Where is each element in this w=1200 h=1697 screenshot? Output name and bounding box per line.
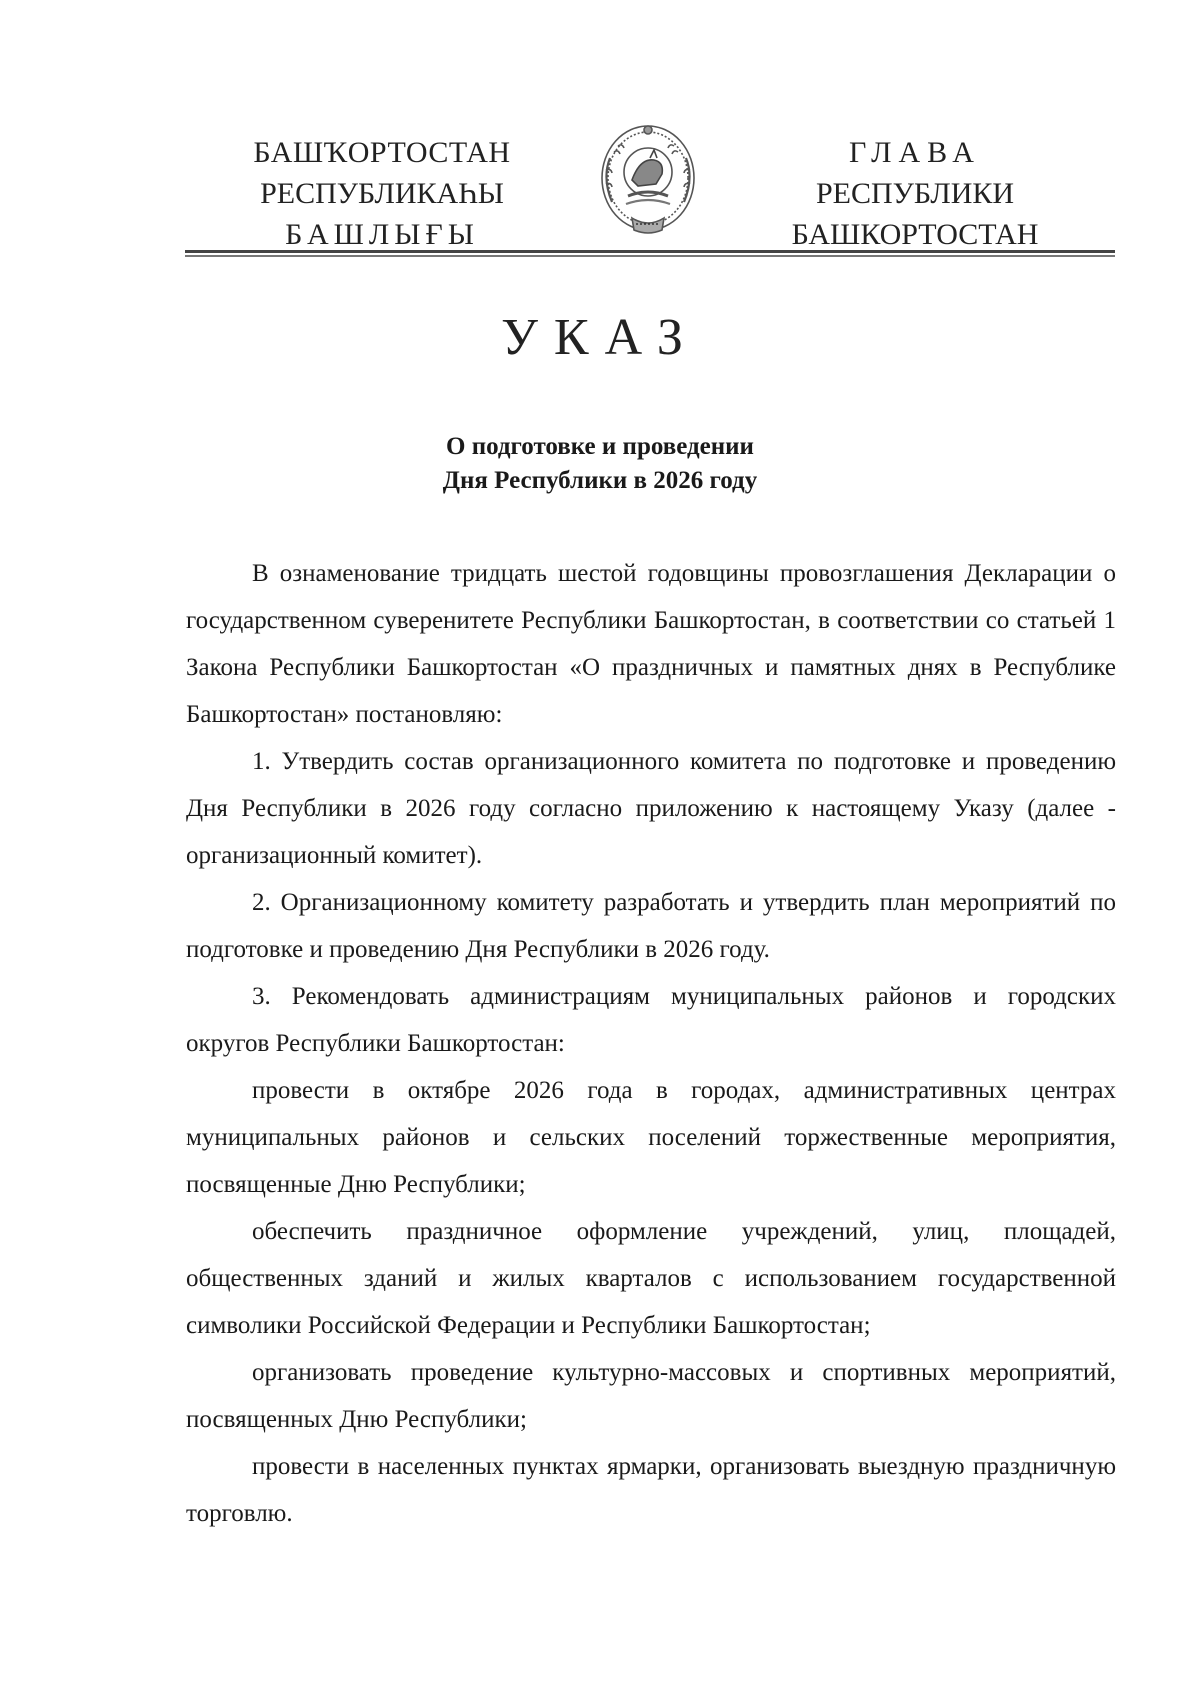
header-bashkir [232, 132, 532, 255]
header-russian-line-3: БАШКОРТОСТАН [791, 218, 1039, 251]
paragraph-item-3: 3. Рекомендовать администрациям муниципальных районов и городских округов Республики Башкортостан: [186, 983, 1116, 1057]
paragraph-subitem-2: обеспечить праздничное оформление учреждений, улиц, площадей, общественных зданий и жилых кварталов с использованием государственной символики Российской Федерации и Республики Башкортостан; [186, 1218, 1116, 1339]
header-bashkir-line-3: БАШЛЫҒЫ [285, 218, 479, 251]
subtitle-line-1: О подготовке и проведении [446, 433, 754, 460]
header-russian-line-2: РЕСПУБЛИКИ [815, 177, 1015, 210]
document-body [186, 550, 1116, 1537]
paragraph-subitem-3: организовать проведение культурно-массовых и спортивных мероприятий, посвященных Дню Республики; [186, 1359, 1116, 1433]
header-russian [770, 132, 1060, 255]
document-subtitle [0, 430, 1200, 498]
header-russian-line-1: ГЛАВА [849, 136, 981, 169]
paragraph-subitem-1: провести в октябре 2026 года в городах, административных центрах муниципальных районов и сельских поселений торжественные мероприятия, посвященные Дню Республики; [186, 1077, 1116, 1198]
paragraph-item-2: 2. Организационному комитету разработать и утвердить план мероприятий по подготовке и проведению Дня Республики в 2026 году. [186, 889, 1116, 963]
paragraph-preamble: В ознаменование тридцать шестой годовщины провозглашения Декларации о государственном суверенитете Республики Башкортостан, в соответствии со статьей 1 Закона Республики Башкортостан «О праздничных и памятных днях в Республике Башкортостан» постановляю: [186, 560, 1116, 728]
header-bashkir-line-1: БАШҠОРТОСТАН [253, 136, 511, 169]
header-bashkir-line-2: РЕСПУБЛИКАҺЫ [260, 177, 504, 210]
header-divider [185, 250, 1115, 257]
subtitle-line-2: Дня Республики в 2026 году [442, 467, 758, 494]
paragraph-subitem-4: провести в населенных пунктах ярмарки, организовать выездную праздничную торговлю. [186, 1453, 1116, 1527]
paragraph-item-1: 1. Утвердить состав организационного комитета по подготовке и проведению Дня Республики в 2026 году согласно приложению к настоящему Указу (далее - организационный комитет). [186, 748, 1116, 869]
coat-of-arms-emblem-icon [592, 118, 704, 246]
document-title: УКАЗ [501, 309, 699, 366]
